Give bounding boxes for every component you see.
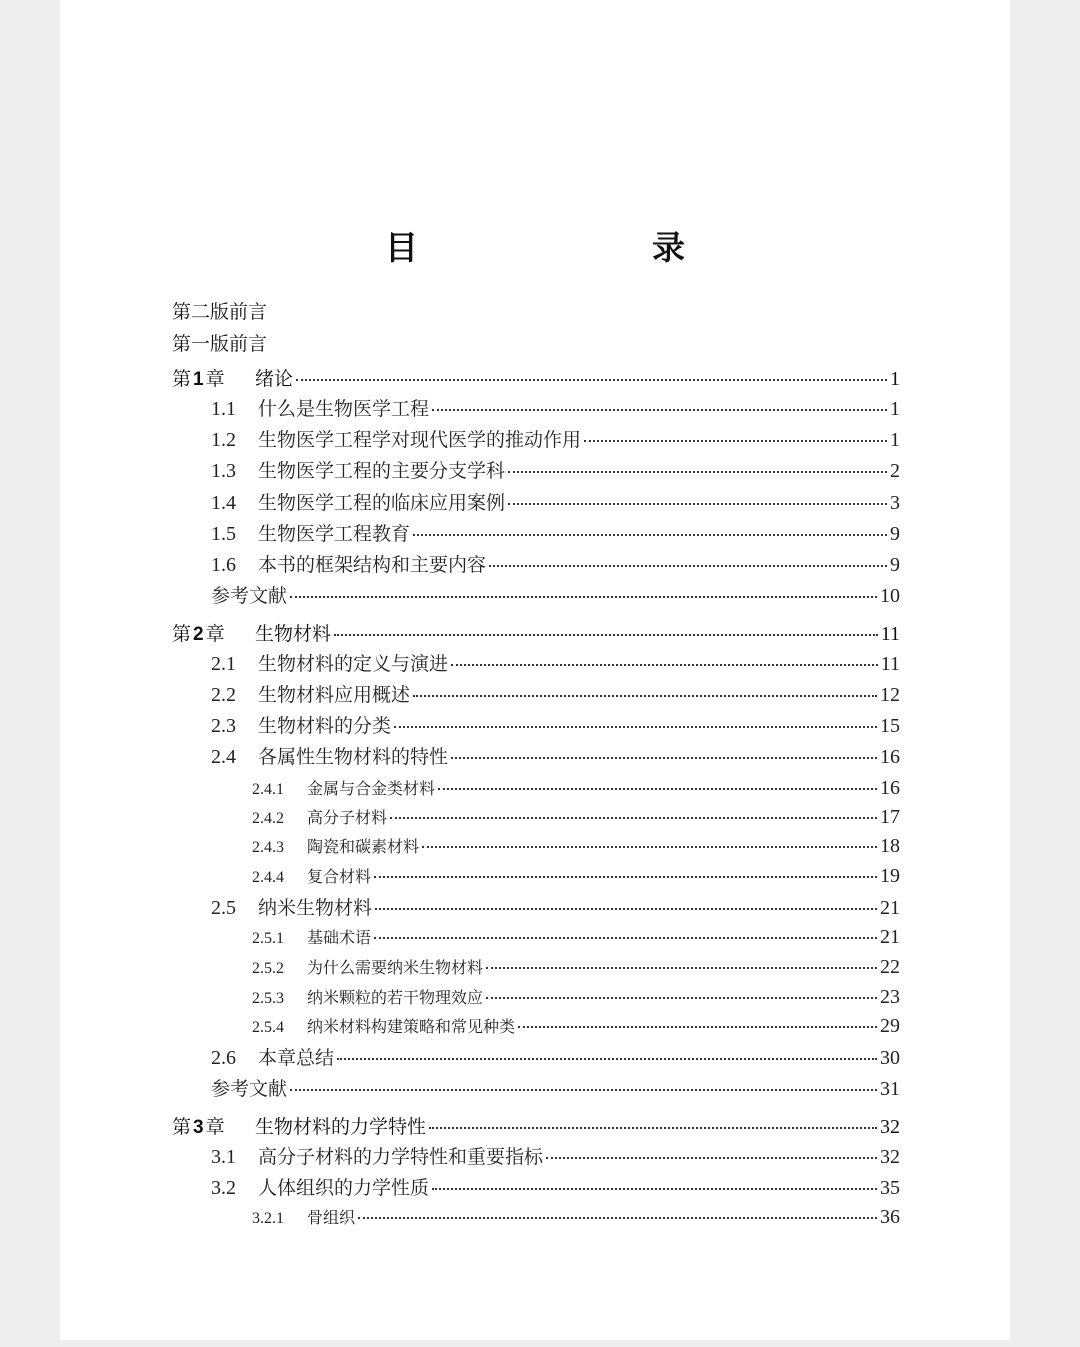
page-number: 35: [880, 1177, 900, 1199]
entry-title: 纳米颗粒的若干物理效应: [307, 988, 484, 1007]
page-number: 32: [880, 1146, 900, 1168]
toc-section-entry: [211, 1173, 900, 1200]
section-number: 3.1: [211, 1146, 236, 1168]
dot-leader: [508, 471, 887, 473]
entry-title: 基础术语: [307, 928, 372, 947]
entry-title: 绪论: [255, 368, 294, 390]
dot-leader: [486, 967, 877, 969]
dot-leader: [374, 937, 877, 939]
toc-chapter-entry: [172, 364, 900, 391]
page-number: 16: [880, 746, 900, 768]
toc-section-entry: [211, 488, 900, 515]
toc-section-entry: [211, 519, 900, 546]
dot-leader: [375, 908, 877, 910]
dot-leader: [290, 1089, 877, 1091]
entry-title: 生物医学工程的临床应用案例: [258, 492, 506, 514]
dot-leader: [334, 634, 878, 636]
entry-title: 骨组织: [307, 1208, 356, 1227]
chapter-digit: 3: [193, 1117, 204, 1138]
dot-leader: [451, 664, 878, 666]
dot-leader: [438, 788, 877, 790]
entry-title: 纳米生物材料: [258, 897, 373, 919]
entry-title: 参考文献: [211, 1078, 288, 1100]
dot-leader: [390, 817, 877, 819]
toc-section-entry: [252, 1014, 900, 1038]
dot-leader: [413, 695, 877, 697]
section-number: 2.6: [211, 1047, 236, 1069]
entry-title: 生物医学工程的主要分支学科: [258, 460, 506, 482]
section-number: 3.2.1: [252, 1210, 284, 1227]
page-number: 29: [880, 1015, 900, 1037]
dot-leader: [432, 409, 887, 411]
dot-leader: [413, 534, 887, 536]
dot-leader: [451, 757, 877, 759]
toc-chapter-entry: [172, 1112, 900, 1139]
toc-chapter-entry: [172, 619, 900, 646]
page-number: 10: [880, 585, 900, 607]
entry-title: 生物医学工程教育: [258, 523, 411, 545]
chapter-suffix: 章: [205, 623, 225, 645]
chapter-suffix: 章: [205, 1116, 225, 1138]
dot-leader: [374, 876, 877, 878]
page-number: 21: [880, 926, 900, 948]
toc-section-entry: [211, 680, 900, 707]
chapter-prefix: 第: [172, 1116, 192, 1138]
dot-leader: [290, 596, 877, 598]
page-number: 23: [880, 986, 900, 1008]
section-number: 2.5.1: [252, 930, 284, 947]
entry-title: 金属与合金类材料: [307, 779, 436, 798]
entry-title: 生物材料: [255, 623, 332, 645]
chapter-prefix: 第: [172, 368, 192, 390]
page-number: 1: [890, 429, 900, 451]
toc-section-entry: [211, 893, 900, 920]
entry-title: 纳米材料构建策略和常见种类: [307, 1017, 516, 1036]
page-number: 1: [890, 398, 900, 420]
section-number: 2.1: [211, 653, 236, 675]
section-number: 1.3: [211, 460, 236, 482]
dot-leader: [429, 1127, 877, 1129]
entry-title: 陶瓷和碳素材料: [307, 837, 420, 856]
entry-title: 生物材料应用概述: [258, 684, 411, 706]
chapter-number: [172, 1112, 255, 1139]
section-number: 2.3: [211, 715, 236, 737]
entry-title: 生物医学工程学对现代医学的推动作用: [258, 429, 582, 451]
page-number: 11: [880, 623, 900, 645]
page-number: 1: [890, 368, 900, 390]
section-number: 1.2: [211, 429, 236, 451]
toc-heading: 目 录: [385, 228, 741, 267]
page-number: 9: [890, 523, 900, 545]
dot-leader: [518, 1026, 877, 1028]
page-number: 32: [880, 1116, 900, 1138]
entry-title: 各属性生物材料的特性: [258, 746, 449, 768]
page-number: 9: [890, 554, 900, 576]
section-number: 1.4: [211, 492, 236, 514]
dot-leader: [358, 1217, 877, 1219]
entry-title: 生物材料的分类: [258, 715, 392, 737]
dot-leader: [432, 1188, 877, 1190]
entry-title: 为什么需要纳米生物材料: [307, 958, 484, 977]
page-number: 11: [880, 653, 900, 675]
section-number: 2.5.4: [252, 1019, 284, 1036]
toc-section-entry: [252, 864, 900, 888]
toc-section-entry: [252, 955, 900, 979]
section-number: 1.6: [211, 554, 236, 576]
entry-title: 什么是生物医学工程: [258, 398, 430, 420]
entry-title: 复合材料: [307, 867, 372, 886]
section-number: 2.5: [211, 897, 236, 919]
toc-section-entry: [211, 649, 900, 676]
chapter-digit: 2: [193, 624, 204, 645]
page-number: 36: [880, 1206, 900, 1228]
page-number: 18: [880, 835, 900, 857]
front-matter-item: 第一版前言: [172, 333, 268, 355]
chapter-prefix: 第: [172, 623, 192, 645]
page-number: 16: [880, 777, 900, 799]
page-number: 31: [880, 1078, 900, 1100]
section-number: 2.4.3: [252, 839, 284, 856]
entry-title: 生物材料的定义与演进: [258, 653, 449, 675]
section-number: 2.4.1: [252, 781, 284, 798]
toc-section-entry: [211, 1043, 900, 1070]
toc-section-entry: [252, 1205, 900, 1229]
section-number: 3.2: [211, 1177, 236, 1199]
entry-title: 本章总结: [258, 1047, 335, 1069]
toc-section-entry: [252, 805, 900, 829]
page-number: 15: [880, 715, 900, 737]
dot-leader: [546, 1157, 877, 1159]
chapter-number: [172, 364, 255, 391]
toc-section-entry: [211, 550, 900, 577]
chapter-digit: 1: [193, 369, 204, 390]
entry-title: 人体组织的力学性质: [258, 1177, 430, 1199]
toc-section-entry: [211, 1142, 900, 1169]
section-number: 1.5: [211, 523, 236, 545]
dot-leader: [394, 726, 877, 728]
page-number: 21: [880, 897, 900, 919]
section-number: 2.2: [211, 684, 236, 706]
chapter-suffix: 章: [205, 368, 225, 390]
page-number: 17: [880, 806, 900, 828]
page-number: 3: [890, 492, 900, 514]
toc-section-entry: [211, 425, 900, 452]
page-number: 12: [880, 684, 900, 706]
entry-title: 高分子材料的力学特性和重要指标: [258, 1146, 544, 1168]
toc-section-entry: [252, 776, 900, 800]
section-number: 2.4.4: [252, 869, 284, 886]
dot-leader: [296, 379, 887, 381]
toc-section-entry: [211, 742, 900, 769]
dot-leader: [422, 846, 877, 848]
page-number: 2: [890, 460, 900, 482]
section-number: 2.5.3: [252, 990, 284, 1007]
front-matter-item: 第二版前言: [172, 301, 268, 323]
toc-references-entry: [211, 1074, 900, 1101]
toc-section-entry: [211, 394, 900, 421]
section-number: 2.4.2: [252, 810, 284, 827]
entry-title: 参考文献: [211, 585, 288, 607]
toc-section-entry: [211, 456, 900, 483]
chapter-number: [172, 619, 255, 646]
dot-leader: [508, 503, 887, 505]
toc-references-entry: [211, 581, 900, 608]
toc-section-entry: [252, 834, 900, 858]
section-number: 2.5.2: [252, 960, 284, 977]
entry-title: 生物材料的力学特性: [255, 1116, 427, 1138]
page-number: 19: [880, 865, 900, 887]
toc-section-entry: [252, 925, 900, 949]
entry-title: 高分子材料: [307, 808, 388, 827]
dot-leader: [489, 565, 887, 567]
document-page: [60, 0, 1010, 1340]
dot-leader: [584, 440, 887, 442]
page-number: 22: [880, 956, 900, 978]
page-number: 30: [880, 1047, 900, 1069]
entry-title: 本书的框架结构和主要内容: [258, 554, 487, 576]
toc-section-entry: [211, 711, 900, 738]
toc-section-entry: [252, 985, 900, 1009]
section-number: 1.1: [211, 398, 236, 420]
dot-leader: [486, 997, 877, 999]
dot-leader: [337, 1058, 877, 1060]
section-number: 2.4: [211, 746, 236, 768]
